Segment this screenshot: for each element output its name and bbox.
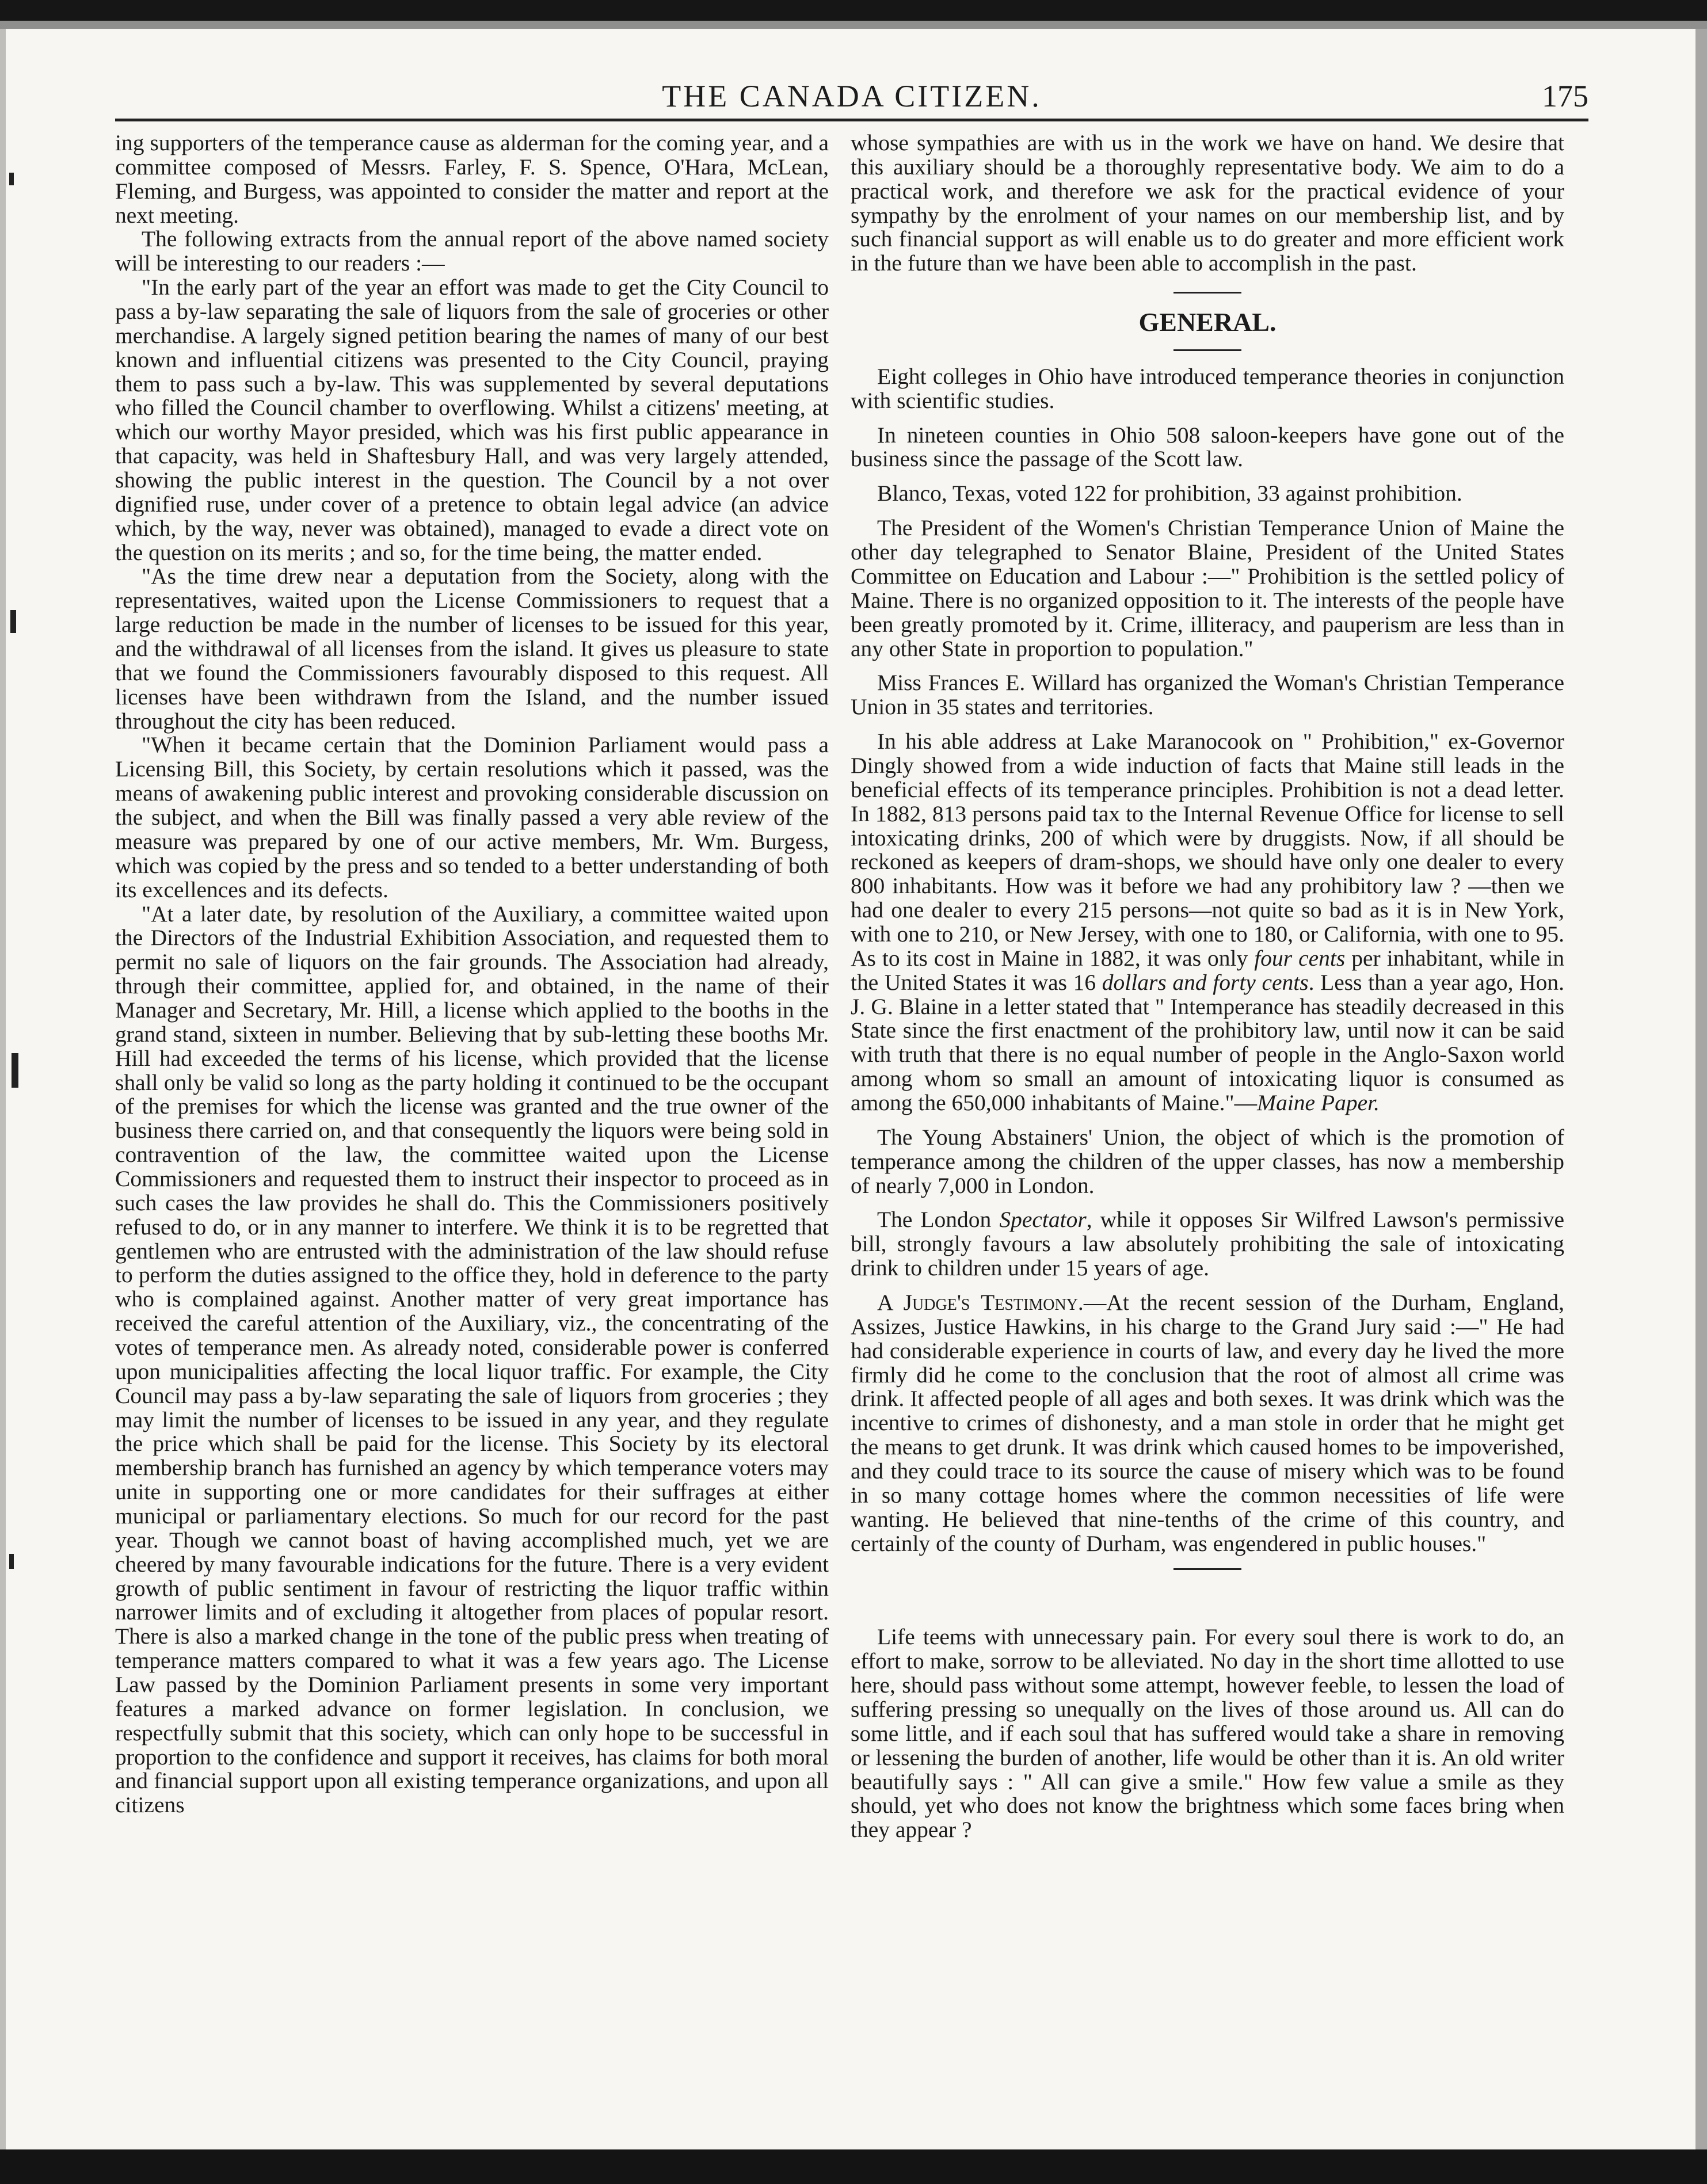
- section-title: GENERAL.: [1138, 307, 1277, 337]
- emphasis: dollars and forty cents: [1102, 969, 1309, 995]
- text-run: , while it opposes Sir Wilfred Lawson's permissive bill, strongly favours a law absolutely prohibiting the sale of intoxicating drink to children under 15 years of age.: [851, 1207, 1564, 1281]
- news-item: Blanco, Texas, voted 122 for prohibition, 33 against prohibition.: [877, 481, 1462, 506]
- page-title: THE CANADA CITIZEN.: [662, 79, 1042, 113]
- margin-speck: [12, 1053, 18, 1088]
- text-run: —At the recent session of the Durham, England, Assizes, Justice Hawkins, in his charge to the Grand Jury said :—" He had had considerable experience in courts of law, and every day he lived the more firmly did he come to the conclusion that the root of almost all crime was drink. It affected people of all ages and both sexes. It was drink which was the incentive to crimes of dishonesty, and a man stole in order that he might get the means to get drunk. It was drink which caused homes to be impoverished, and they could trace to its source the cause of misery which was to be found in so many cottage homes where the common necessities of life were wanting. He believed that nine-tenths of the crime of this country, and certainly of the county of Durham, was engendered in public houses.": [851, 1289, 1565, 1556]
- closing-paragraph: Life teems with unnecessary pain. For every soul there is work to do, an effort to make, sorrow to be alleviated. No day in the short time allotted to use here, should pass without some attempt, however feeble, to lessen the load of suffering pressing so unequally on the lives of those around us. All can do some little, and if each soul that has suffered would take a share in removing or lessening the burden of another, life would be other than it is. An old writer beautifully says : " All can give a smile." How few value a smile as they should, yet who does not know the brightness which some faces bring when they appear ?: [851, 1624, 1564, 1843]
- page-number: 175: [1542, 79, 1588, 113]
- news-item: Eight colleges in Ohio have introduced temperance theories in conjunction with scientific studies.: [851, 363, 1564, 413]
- paragraph: The following extracts from the annual report of the above named society will be interesting to our readers :—: [115, 226, 829, 276]
- section-rule: [1173, 1568, 1241, 1570]
- section-rule: [1173, 292, 1241, 294]
- paragraph: ing supporters of the temperance cause as alderman for the coming year, and a committee composed of Messrs. Farley, F. S. Spence, O'Hara, McLean, Fleming, and Burgess, was appointed to consider the matter and report at the next meeting.: [115, 130, 829, 228]
- text-run: . Less than a year ago, Hon. J. G. Blaine in a letter stated that " Intemperance has steadily decreased in this State since the first enactment of the prohibitory law, until now it can be said with truth that there is no equal number of people in the Anglo-Saxon world among whom so small an amount of intoxicating liquor is consumed as among the 650,000 inhabitants of Maine."—: [851, 969, 1564, 1115]
- margin-speck: [9, 1554, 14, 1569]
- news-item: The President of the Women's Christian Temperance Union of Maine the other day telegraphed to Senator Blaine, President of the United States Committee on Education and Labour :—" Prohibition is the settled policy of Maine. There is no organized opposition to it. The interests of the people have been greatly promoted by it. Crime, illiteracy, and pauperism are less than in any other State in proportion to population.": [851, 515, 1564, 661]
- page-top-edge-shadow: [0, 21, 1707, 29]
- page-top-edge: [0, 0, 1707, 21]
- text-run: per inhabitant, while in the United States it was 16: [851, 945, 1564, 995]
- margin-speck: [9, 173, 14, 185]
- emphasis: four cents: [1254, 945, 1346, 971]
- page-bottom-edge: [0, 2149, 1707, 2184]
- news-item: [851, 1208, 1564, 1280]
- page-header: [115, 74, 1588, 120]
- emphasis: Spectator: [999, 1207, 1087, 1233]
- right-column: [851, 131, 1564, 1853]
- page-right-edge: [1695, 29, 1707, 2149]
- source-credit: Maine Paper.: [1257, 1089, 1380, 1115]
- news-item: The Young Abstainers' Union, the object of which is the promotion of temperance among the children of the upper classes, has now a membership of nearly 7,000 in London.: [851, 1124, 1564, 1198]
- paragraph: whose sympathies are with us in the work we have on hand. We desire that this auxiliary should be a thoroughly representative body. We aim to do a practical work, and therefore we ask for the practical evidence of your sympathy by the enrolment of your names on our membership list, and by such financial support as will enable us to do greater and more efficient work in the future than we have been able to accomplish in the past.: [851, 130, 1564, 276]
- news-item: In nineteen counties in Ohio 508 saloon-keepers have gone out of the business since the passage of the Scott law.: [851, 422, 1564, 472]
- item-lead: A Judge's Testimony.: [877, 1289, 1084, 1315]
- paragraph: "As the time drew near a deputation from the Society, along with the representatives, waited upon the License Commissioners to request that a large reduction be made in the number of licenses to be issued for this year, and the withdrawal of all licenses from the island. It gives us pleasure to state that we found the Commissioners favourably disposed to this request. All licenses have been withdrawn from the Island, and the number issued throughout the city has been reduced.: [115, 563, 829, 734]
- page-left-edge: [0, 29, 6, 2149]
- left-column: [115, 131, 829, 1817]
- paragraph: "In the early part of the year an effort was made to get the City Council to pass a by-law separating the sale of liquors from the sale of groceries or other merchandise. A largely signed petition bearing the names of many of our best known and influential citizens was presented to the City Council, praying them to pass such a by-law. This was supplemented by several deputations who filled the Council chamber to overflowing. Whilst a citizens' meeting, at which our worthy Mayor presided, which was his first public appearance in that capacity, was held in Shaftesbury Hall, and was very largely attended, showing the public interest in the question. The Council by a not over dignified ruse, under cover of a pretence to obtain legal advice (an advice which, by the way, never was obtained), managed to evade a direct vote on the question on its merits ; and so, for the time being, the matter ended.: [115, 275, 829, 565]
- news-item: [851, 730, 1564, 1115]
- text-run: The London: [877, 1207, 1000, 1233]
- header-rule: [115, 119, 1588, 121]
- margin-speck: [10, 610, 16, 633]
- text-run: In his able address at Lake Maranocook on " Prohibition," ex-Governor Dingly showed from a wide induction of facts that Maine still leads in the beneficial effects of its temperance principles. Prohibition is not a dead letter. In 1882, 813 persons paid tax to the Internal Revenue Office for license to sell intoxicating drinks, 200 of which were by druggists. Now, if all should be reckoned as keepers of dram-shops, we should have only one dealer to every 800 inhabitants. How was it before we had any prohibitory law ? —then we had one dealer to every 215 persons—not quite so bad as it is in New York, with one to 210, or New Jersey, with one to 180, or California, with one to 95. As to its cost in Maine in 1882, it was only: [851, 729, 1564, 971]
- news-item: [851, 1291, 1564, 1556]
- section-rule: [1173, 349, 1241, 351]
- paragraph: "At a later date, by resolution of the Auxiliary, a committee waited upon the Directors of the Industrial Exhibition Association, and requested them to permit no sale of liquors on the fair grounds. The Association had already, through their committee, applied for, and obtained, in the name of their Manager and Secretary, Mr. Hill, a license which applied to the booths in the grand stand, sixteen in number. Believing that by sub-letting these booths Mr. Hill had exceeded the terms of his license, which provided that the license shall only be valid so long as the party holding it continued to be the occupant of the premises for which the license was granted and the true owner of the business there carried on, and that consequently the liquors were being sold in contravention of the law, the committee waited upon the License Commissioners and requested them to instruct their inspector to proceed as in such cases the law provides he shall do. This the Commissioners positively refused to do, or in any manner to interfere. We think it is to be regretted that gentlemen who are entrusted with the administration of the law should refuse to perform the duties assigned to the office they, hold in deference to the party who is complained against. Another matter of very great importance has received the careful attention of the Auxiliary, viz., the concentrating of the votes of temperance men. As already noted, considerable power is conferred upon municipalities affecting the local liquor traffic. For example, the City Council may pass a by-law separating the sale of liquors from groceries ; they may limit the number of licenses to be issued in any year, and they regulate the price which shall be paid for the license. This Society by its electoral membership branch has furnished an agency by which temperance voters may unite in supporting one or more candidates for their suffrages at either municipal or parliamentary elections. So much for our record for the past year. Though we cannot boast of having accomplished much, yet we are cheered by many favourable indications for the future. There is a very evident growth of public sentiment in favour of restricting the liquor traffic within narrower limits and of excluding it altogether from places of popular resort. There is also a marked change in the tone of the public press when treating of temperance matters compared to what it was a few years ago. The License Law passed by the Dominion Parliament presents in some very important features a marked advance on former legislation. In conclusion, we respectfully submit that this society, which can only hope to be successful in proportion to the confidence and support it receives, has claims for both moral and financial support upon all existing temperance organizations, and upon all citizens: [115, 901, 829, 1818]
- news-item: Miss Frances E. Willard has organized the Woman's Christian Temperance Union in 35 states and territories.: [851, 670, 1564, 720]
- paragraph: "When it became certain that the Dominion Parliament would pass a Licensing Bill, this Society, by certain resolutions which it passed, was the means of awakening public interest and provoking considerable discussion on the subject, and when the Bill was finally passed a very able review of the measure was prepared by one of our active members, Mr. Wm. Burgess, which was copied by the press and so tended to a better understanding of both its excellences and its defects.: [115, 732, 829, 902]
